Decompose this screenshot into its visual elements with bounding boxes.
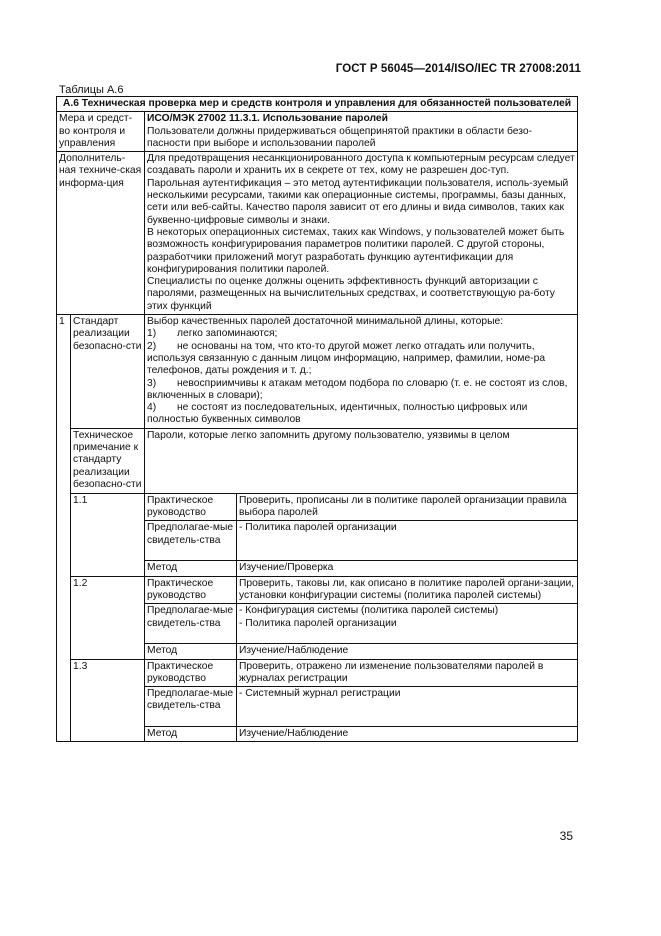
evidence-label: Предполагае-мые свидетель-ства (145, 687, 237, 727)
list-item: 1) легко запоминаются; (147, 328, 278, 340)
standard-label: Стандарт реализации безопасно-сти (71, 315, 145, 429)
table-title-row (57, 97, 578, 112)
guide-label: Практическое руководство (145, 659, 237, 687)
measure-label: Мера и средст-во контроля и управления (57, 112, 145, 152)
subitem-number: 1.1 (71, 493, 145, 576)
table-caption: Таблицы А.6 (59, 84, 124, 96)
subitem-guide-row (57, 659, 578, 687)
extra-info-row (57, 152, 578, 315)
evidence-item: - Политика паролей организации (239, 522, 397, 534)
extra-paragraph: В некоторых операционных системах, таких как Windows, у пользователей может быть возможность конфигурирования параметров политики паролей. С другой стороны, разработчики приложений могут разработать функцию аутентификации для конфигурирования политики паролей. (147, 226, 565, 275)
guide-label: Практическое руководство (145, 576, 237, 604)
method-label: Метод (145, 561, 237, 576)
extra-paragraph: Специалисты по оценке должны оценить эффективность функций авторизации с паролями, размещенных на вычислительных средствах, и соответствующую ра-боту этих функций (147, 276, 555, 312)
measure-text: Пользователи должны придерживаться общепринятой практики в области безо-пасности при выборе и использовании паролей (147, 125, 533, 149)
evidence-item: - Конфигурация системы (политика паролей системы) (239, 605, 499, 617)
standard-intro: Выбор качественных паролей достаточной минимальной длины, которые: (147, 316, 504, 328)
note-row (57, 428, 578, 493)
table-title: А.6 Техническая проверка мер и средств контроля и управления для обязанностей пользователей (57, 97, 578, 112)
subitem-guide-row (57, 576, 578, 604)
method-text: Изучение/Проверка (237, 561, 578, 576)
document-header: ГОСТ Р 56045—2014/ISO/IEC TR 27008:2011 (335, 63, 581, 75)
subitem-number: 1.3 (71, 659, 145, 742)
extra-paragraph: Для предотвращения несанкционированного доступа к компьютерным ресурсам следует создавать пароли и хранить их в секрете от тех, кому не разрешен дос-туп. (147, 153, 575, 177)
evidence-label: Предполагае-мые свидетель-ства (145, 604, 237, 644)
evidence-label: Предполагае-мые свидетель-ства (145, 521, 237, 561)
guide-text: Проверить, отражено ли изменение пользователями паролей в журналах регистрации (237, 659, 578, 687)
measure-title: ИСО/МЭК 27002 11.3.1. Использование паролей (147, 113, 388, 125)
measure-row (57, 112, 578, 152)
method-text: Изучение/Наблюдение (237, 644, 578, 659)
verification-table (56, 96, 578, 742)
note-label: Техническое примечание к стандарту реализации безопасно-сти (71, 428, 145, 493)
method-label: Метод (145, 727, 237, 742)
guide-text: Проверить, таковы ли, как описано в политике паролей органи-зации, установки конфигурации системы (политика паролей системы) (237, 576, 578, 604)
note-text: Пароли, которые легко запомнить другому пользователю, уязвимы в целом (145, 428, 578, 493)
standard-row (57, 315, 578, 429)
extra-paragraph: Парольная аутентификация – это метод аутентификации пользователя, исполь-зуемый несколькими ресурсами, такими как операционные системы, программы, базы данных, сети или веб-сайты. Качество пароля зависит от его длины и вида символов, таких как буквенно-цифровые символы и знаки. (147, 177, 569, 226)
method-text: Изучение/Наблюдение (237, 727, 578, 742)
page-number: 35 (559, 829, 573, 843)
subitem-guide-row (57, 493, 578, 521)
standard-cell (145, 315, 578, 429)
list-item: 2) не основаны на том, что кто-то другой может легко отгадать или получить, используя связанную с данным лицом информацию, например, фамилии, номе-ра телефонов, даты рождения и т. д.; (147, 340, 546, 377)
list-item: 4) не состоят из последовательных, идентичных, полностью цифровых или полностью буквенных символов (147, 402, 528, 426)
evidence-item: - Системный журнал регистрации (239, 688, 401, 700)
method-label: Метод (145, 644, 237, 659)
evidence-cell (237, 687, 578, 727)
guide-text: Проверить, прописаны ли в политике паролей организации правила выбора паролей (237, 493, 578, 521)
extra-info-label: Дополнитель-ная техниче-ская информа-ция (57, 152, 145, 315)
evidence-cell (237, 604, 578, 644)
evidence-cell (237, 521, 578, 561)
guide-label: Практическое руководство (145, 493, 237, 521)
standard-number: 1 (57, 315, 71, 742)
evidence-item: - Политика паролей организации (239, 617, 397, 629)
subitem-number: 1.2 (71, 576, 145, 659)
list-item: 3) невосприимчивы к атакам методом подбора по словарю (т. е. не состоят из слов, включенных в словари); (147, 377, 568, 401)
measure-cell (145, 112, 578, 152)
extra-info-cell (145, 152, 578, 315)
